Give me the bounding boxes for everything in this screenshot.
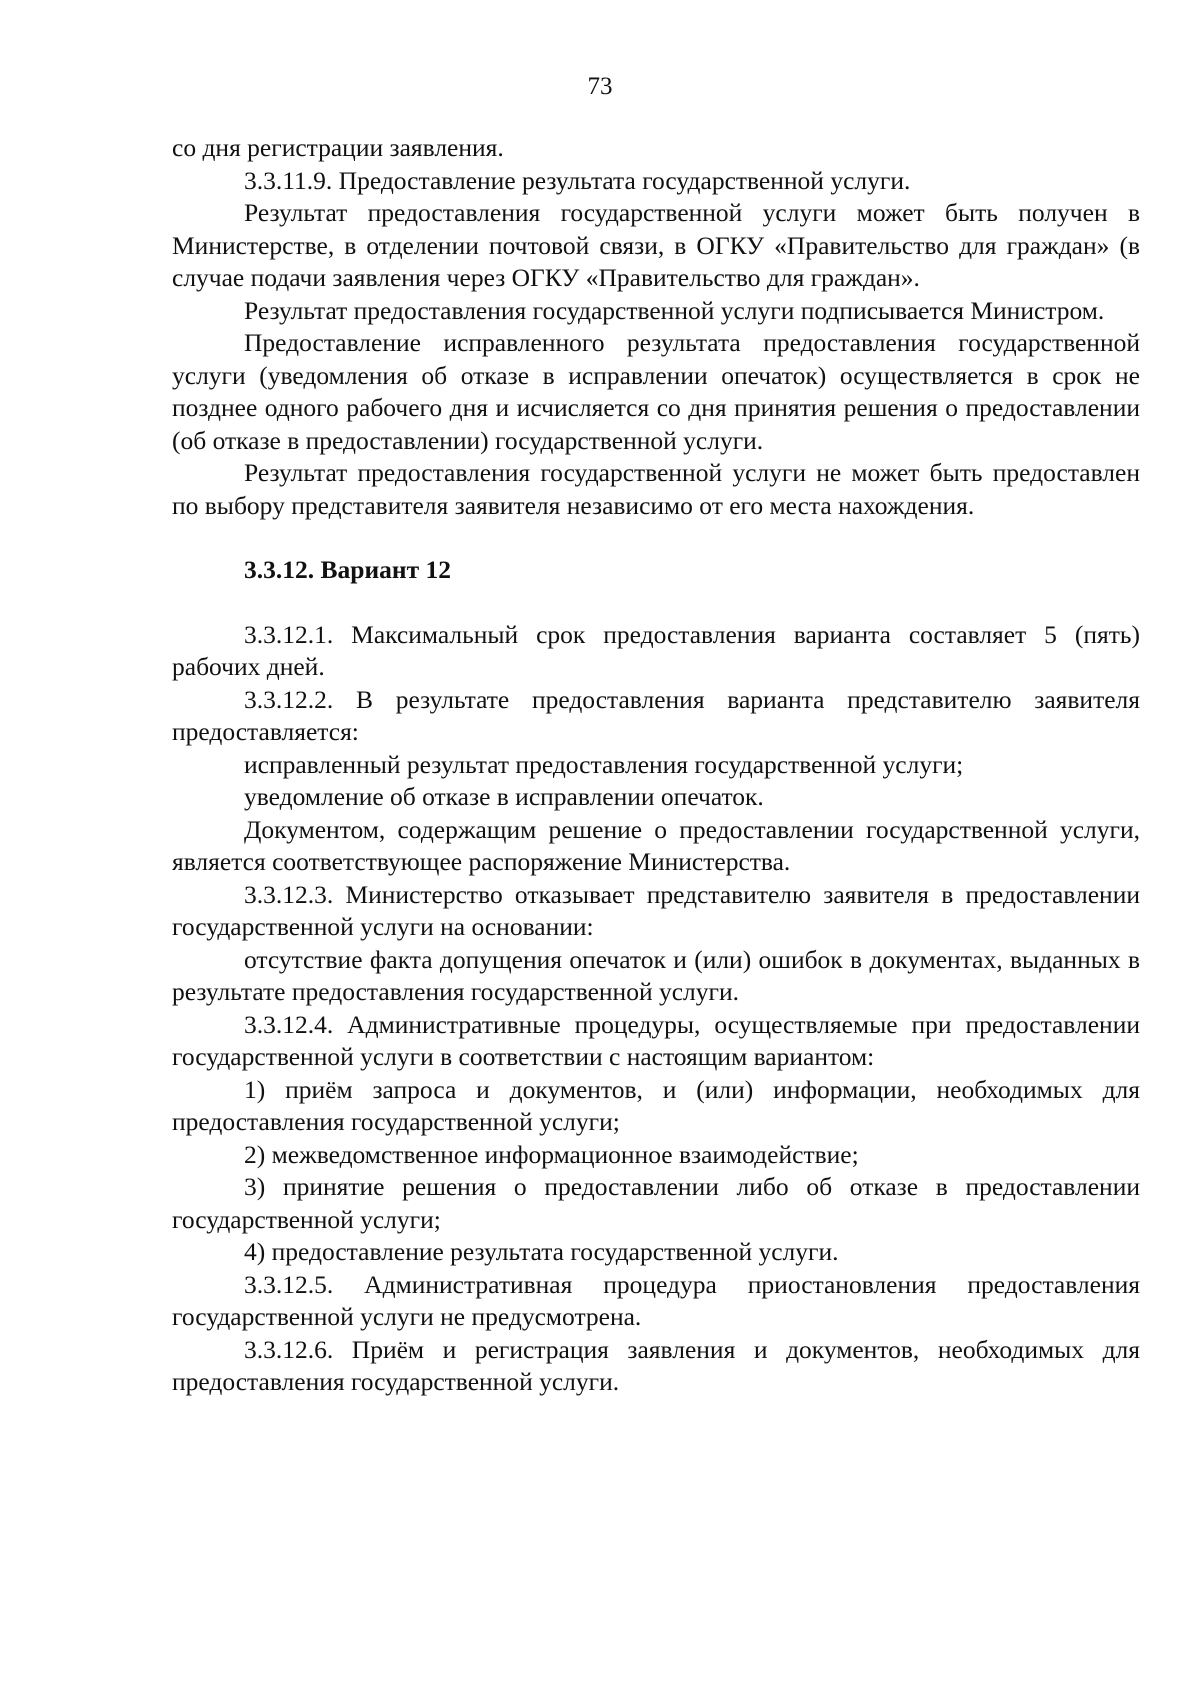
paragraph-result-signed: Результат предоставления государственной услуги подписывается Министром.: [244, 295, 1105, 325]
paragraph-3-3-12-4: 3.3.12.4. Административные процедуры, осуществляемые при предоставлении государственной услуги в соответствии с настоящим вариантом:: [172, 1009, 1140, 1071]
document-body: [172, 132, 1140, 1399]
paragraph-result-receipt: Результат предоставления государственной услуги может быть получен в Министерстве, в отделении почтовой связи, в ОГКУ «Правительство для граждан» (в случае подачи заявления через ОГКУ «Правительство для граждан».: [172, 198, 1140, 292]
spacer: [172, 587, 1140, 619]
section-heading: 3.3.12. Вариант 12: [244, 555, 451, 584]
list-item-procedure-1: 1) приём запроса и документов, и (или) информации, необходимых для предоставления государственной услуги;: [172, 1074, 1140, 1136]
paragraph-3-3-11-9: 3.3.11.9. Предоставление результата государственной услуги.: [244, 165, 911, 195]
page-number: 73: [587, 73, 613, 100]
list-item-refusal-reason: отсутствие факта допущения опечаток и (или) ошибок в документах, выданных в результате предоставления государственной услуги.: [172, 944, 1140, 1006]
paragraph-3-3-12-3: 3.3.12.3. Министерство отказывает представителю заявителя в предоставлении государственной услуги на основании:: [172, 879, 1140, 941]
list-item-corrected-result: исправленный результат предоставления государственной услуги;: [244, 749, 964, 779]
paragraph-result-location: Результат предоставления государственной услуги не может быть предоставлен по выбору представителя заявителя независимо от его места нахождения.: [172, 458, 1140, 520]
paragraph-continuation: со дня регистрации заявления.: [172, 133, 504, 162]
list-item-refusal-notice: уведомление об отказе в исправлении опечаток.: [244, 782, 764, 811]
list-item-procedure-4: 4) предоставление результата государственной услуги.: [244, 1237, 839, 1266]
paragraph-corrected-result: Предоставление исправленного результата предоставления государственной услуги (уведомления об отказе в исправлении опечаток) осуществляется в срок не позднее одного рабочего дня и исчисляется со дня принятия решения о предоставлении (об отказе в предоставлении) государственной услуги.: [172, 328, 1140, 455]
list-item-procedure-3: 3) принятие решения о предоставлении либо об отказе в предоставлении государственной услуги;: [172, 1172, 1140, 1234]
paragraph-3-3-12-5: 3.3.12.5. Административная процедура приостановления предоставления государственной услуги не предусмотрена.: [172, 1269, 1140, 1331]
paragraph-3-3-12-2: 3.3.12.2. В результате предоставления варианта представителю заявителя предоставляется:: [172, 684, 1140, 746]
paragraph-3-3-12-1: 3.3.12.1. Максимальный срок предоставления варианта составляет 5 (пять) рабочих дней.: [172, 619, 1140, 681]
list-item-procedure-2: 2) межведомственное информационное взаимодействие;: [244, 1139, 859, 1169]
paragraph-3-3-12-6: 3.3.12.6. Приём и регистрация заявления и документов, необходимых для предоставления государственной услуги.: [172, 1334, 1140, 1396]
spacer: [172, 522, 1140, 554]
paragraph-decision-document: Документом, содержащим решение о предоставлении государственной услуги, является соответствующее распоряжение Министерства.: [172, 814, 1140, 876]
